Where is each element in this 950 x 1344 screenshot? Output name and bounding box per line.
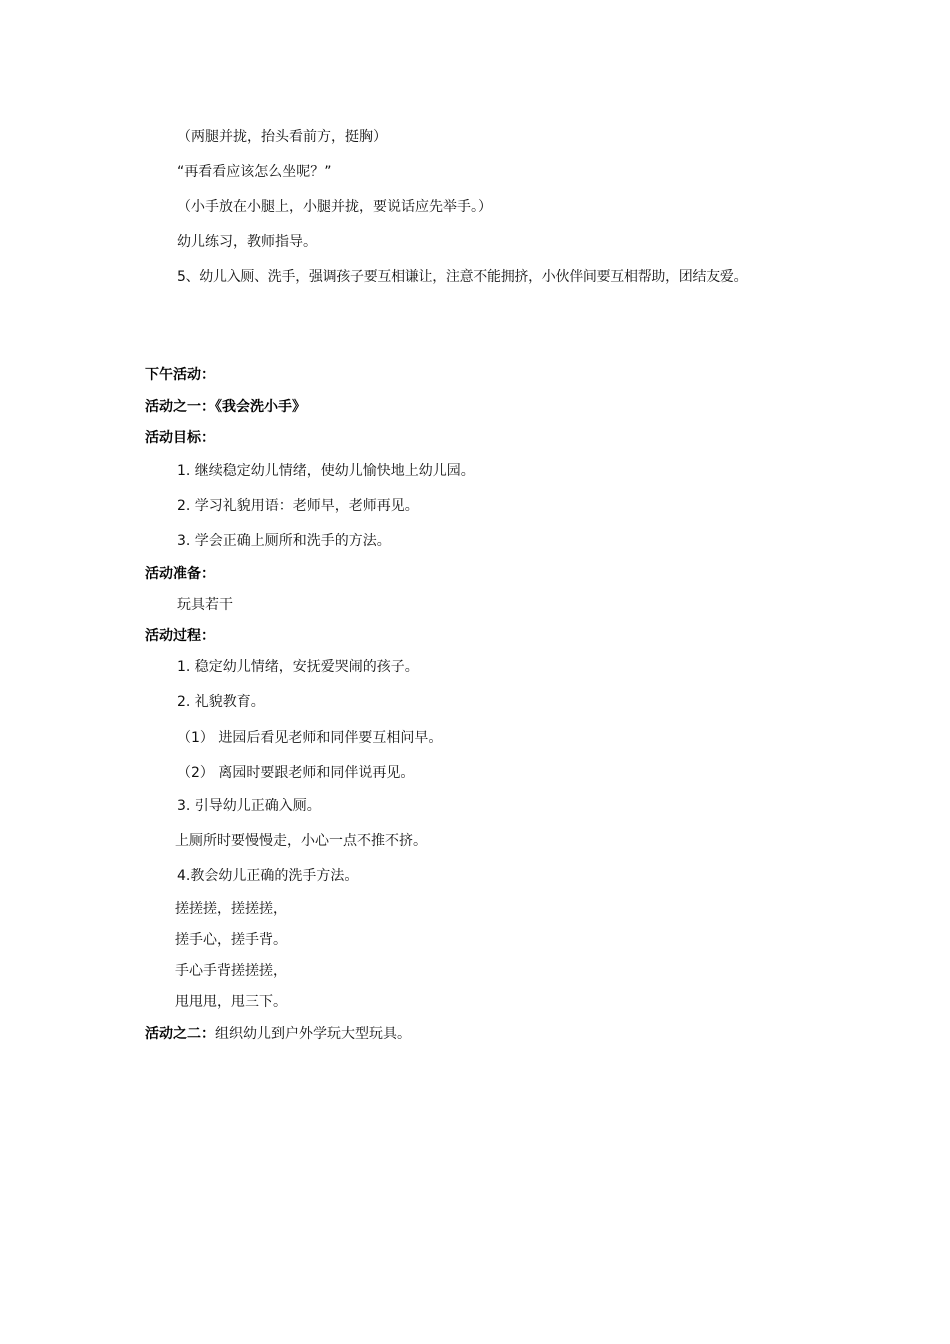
- rhyme-line: 甩甩甩，甩三下。: [175, 994, 287, 1010]
- activity-two-text: 组织幼儿到户外学玩大型玩具。: [215, 1026, 411, 1042]
- rhyme-line: 手心手背搓搓搓，: [175, 963, 287, 979]
- process-step: 3. 引导幼儿正确入厕。: [177, 798, 321, 814]
- process-step: 1. 稳定幼儿情绪，安抚爱哭闹的孩子。: [177, 659, 419, 675]
- goal-item: 2. 学习礼貌用语：老师早，老师再见。: [177, 498, 419, 514]
- prep-text: 玩具若干: [177, 597, 233, 613]
- paragraph-line: （两腿并拢，抬头看前方，挺胸）: [177, 129, 387, 145]
- process-step: 上厕所时要慢慢走，小心一点不推不挤。: [175, 833, 427, 849]
- paragraph-line: （小手放在小腿上，小腿并拢，要说话应先举手。）: [177, 199, 492, 215]
- activity-two-label: 活动之二：: [145, 1026, 215, 1042]
- goal-item: 3. 学会正确上厕所和洗手的方法。: [177, 533, 391, 549]
- paragraph-line: 5、幼儿入厕、洗手，强调孩子要互相谦让，注意不能拥挤，小伙伴间要互相帮助，团结友爱。: [177, 269, 748, 285]
- activity-title: 活动之一：《我会洗小手》: [145, 399, 306, 415]
- paragraph-line: “再看看应该怎么坐呢？”: [177, 164, 332, 180]
- goals-heading: 活动目标：: [145, 430, 215, 446]
- section-heading: 下午活动：: [145, 367, 215, 383]
- goal-item: 1. 继续稳定幼儿情绪，使幼儿愉快地上幼儿园。: [177, 463, 475, 479]
- rhyme-line: 搓手心，搓手背。: [175, 932, 287, 948]
- process-step: （1） 进园后看见老师和同伴要互相问早。: [177, 730, 443, 746]
- process-heading: 活动过程：: [145, 628, 215, 644]
- paragraph-line: 幼儿练习，教师指导。: [177, 234, 317, 250]
- process-step: （2） 离园时要跟老师和同伴说再见。: [177, 765, 415, 781]
- process-step: 4.教会幼儿正确的洗手方法。: [177, 868, 359, 884]
- activity-two: [145, 1025, 411, 1043]
- process-step: 2. 礼貌教育。: [177, 694, 265, 710]
- rhyme-line: 搓搓搓，搓搓搓，: [175, 901, 287, 917]
- prep-heading: 活动准备：: [145, 566, 215, 582]
